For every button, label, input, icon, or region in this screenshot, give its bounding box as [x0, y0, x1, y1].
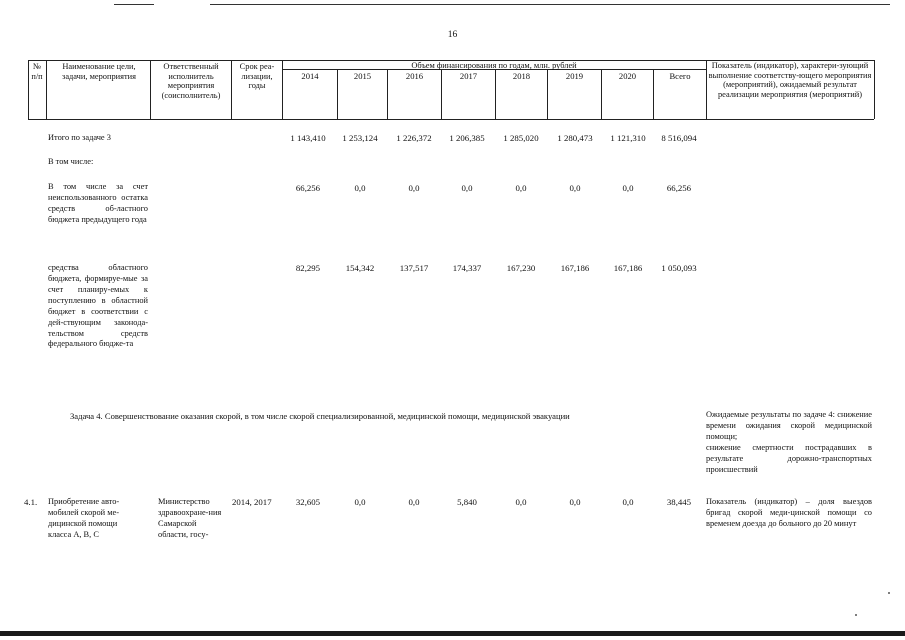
value-2014: 1 143,410 [290, 133, 326, 143]
header-year-2019: 2019 [565, 71, 584, 81]
scan-speck [888, 592, 890, 594]
value-2015: 154,342 [345, 263, 375, 273]
value-2019: 167,186 [560, 263, 590, 273]
header-year-2018: 2018 [512, 71, 531, 81]
row-label: средства областного бюджета, формируе-мые за счет планиру-емых к поступлению в областной бюджет в соответствии с дей-ствующим законода-тельством средств федерального бюдже-та [48, 263, 148, 349]
header-name: Наименование цели, задачи, мероприятия [62, 62, 136, 81]
value-2016: 1 226,372 [396, 133, 432, 143]
value-2018: 0,0 [515, 183, 527, 193]
task4-expected-results: Ожидаемые результаты по задаче 4: снижение времени ожидания скорой медицинской помощи; снижение смертности пострадавших в результате дорожно-транспортных происшествий [706, 410, 872, 474]
value-2019: 1 280,473 [557, 133, 593, 143]
value-2015: 1 253,124 [342, 133, 378, 143]
header-year-2020: 2020 [618, 71, 637, 81]
value-2016: 137,517 [399, 263, 429, 273]
value-2017: 5,840 [457, 497, 477, 507]
row-label: В том числе за счет неиспользованного остатка средств об-ластного бюджета предыдущего года [48, 182, 148, 224]
value-2015: 0,0 [354, 183, 366, 193]
value-2020: 0,0 [622, 497, 634, 507]
item-name: Приобретение авто-мобилей скорой ме-дицинской помощи класса А, В, С [48, 497, 120, 539]
value-2018: 0,0 [515, 497, 527, 507]
header-number: № п/п [31, 62, 43, 81]
top-rule-fragment [114, 4, 154, 5]
value-2016: 0,0 [408, 183, 420, 193]
value-2020: 1 121,310 [610, 133, 646, 143]
item-number: 4.1. [24, 497, 38, 507]
top-rule [210, 4, 890, 5]
value-2017: 1 206,385 [449, 133, 485, 143]
value-2016: 0,0 [408, 497, 420, 507]
item-indicator: Показатель (индикатор) – доля выездов бригад скорой меди-цинской помощи со временем доезда до больного до 20 минут [706, 497, 872, 528]
header-term: Срок реа-лизации, годы [239, 62, 275, 91]
task4-title: Задача 4. Совершенствование оказания скорой, в том числе скорой специализированной, медицинской помощи, медицинской эвакуации [70, 411, 570, 421]
value-2019: 0,0 [569, 497, 581, 507]
header-funding: Объем финансирования по годам, млн. рублей [411, 61, 577, 70]
bottom-rule [0, 631, 905, 636]
header-year-2015: 2015 [353, 71, 372, 81]
item-term: 2014, 2017 [232, 497, 272, 507]
header-indicator: Показатель (индикатор), характери-зующий выполнение соответству-ющего мероприятия (мероприятий), ожидаемый результат реализации мероприятия (мероприятий) [708, 61, 872, 99]
header-year-2016: 2016 [405, 71, 424, 81]
value-2018: 1 285,020 [503, 133, 539, 143]
row-label: Итого по задаче 3 [48, 133, 111, 142]
value-2015: 0,0 [354, 497, 366, 507]
value-total: 1 050,093 [661, 263, 697, 273]
header-year-2014: 2014 [301, 71, 319, 81]
scan-speck [855, 614, 857, 616]
value-2020: 0,0 [622, 183, 634, 193]
value-2017: 174,337 [452, 263, 482, 273]
item-responsible: Министерство здравоохране-ния Самарской области, госу- [158, 497, 222, 539]
header-responsible: Ответственный исполнитель мероприятия (соисполнитель) [161, 62, 221, 100]
header-total: Всего [669, 71, 691, 81]
value-2014: 32,605 [295, 497, 321, 507]
value-2014: 66,256 [295, 183, 321, 193]
value-total: 8 516,094 [661, 133, 697, 143]
value-2014: 82,295 [295, 263, 321, 273]
header-year-2017: 2017 [459, 71, 478, 81]
value-2020: 167,186 [613, 263, 643, 273]
row-label-including: В том числе: [48, 157, 94, 166]
value-2019: 0,0 [569, 183, 581, 193]
value-total: 66,256 [666, 183, 692, 193]
value-2018: 167,230 [506, 263, 536, 273]
page-number: 16 [447, 30, 458, 40]
value-2017: 0,0 [461, 183, 473, 193]
value-total: 38,445 [666, 497, 692, 507]
